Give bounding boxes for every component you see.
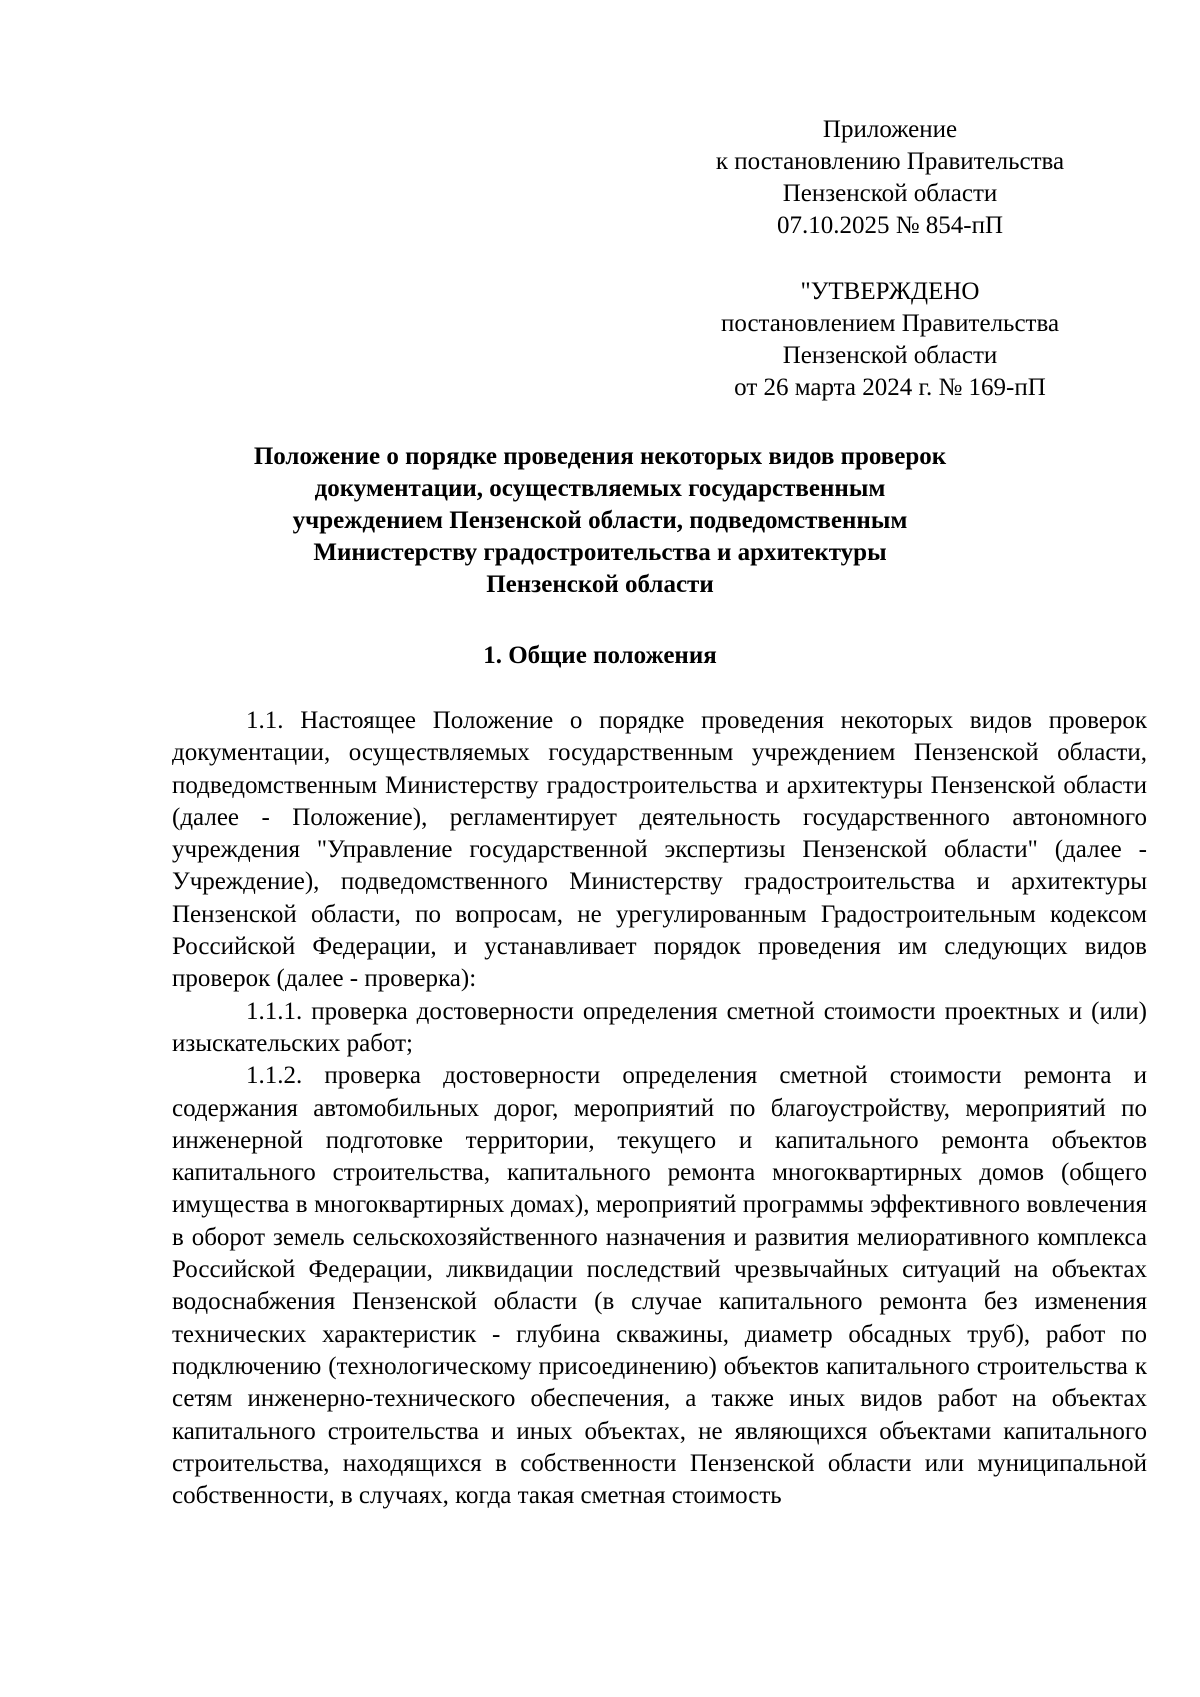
title-line: Пензенской области	[486, 571, 714, 598]
title-line: Министерству градостроительства и архитектуры	[313, 539, 887, 566]
annex-line: Приложение	[822, 116, 958, 143]
paragraph-1-1: 1.1. Настоящее Положение о порядке проведения некоторых видов проверок документации, осуществляемых государственным учреждением Пензенской области, подведомственным Министерству градостроительства и архитектуры Пензенской области (далее - Положение), регламентирует деятельность государственного автономного учреждения "Управление государственной экспертизы Пензенской области" (далее - Учреждение), подведомственного Министерству градостроительства и архитектуры Пензенской области, по вопросам, не урегулированным Градостроительным кодексом Российской Федерации, и устанавливает порядок проведения им следующих видов проверок (далее - проверка):	[172, 707, 1147, 993]
annex-line: к постановлению Правительства	[715, 148, 1065, 175]
title-line: документации, осуществляемых государственным	[314, 475, 886, 502]
document-title	[172, 441, 1028, 601]
paragraph-1-1-1: 1.1.1. проверка достоверности определения сметной стоимости проектных и (или) изыскательских работ;	[172, 997, 1147, 1057]
approval-stamp	[680, 276, 1100, 404]
approval-date-number: от 26 марта 2024 г. № 169-пП	[734, 374, 1046, 401]
section-heading: 1. Общие положения	[483, 642, 717, 669]
approval-line: Пензенской области	[782, 342, 998, 369]
title-line: Положение о порядке проведения некоторых видов проверок	[253, 443, 947, 470]
paragraph-1-1-2: 1.1.2. проверка достоверности определения сметной стоимости ремонта и содержания автомобильных дорог, мероприятий по благоустройству, мероприятий по инженерной подготовке территории, текущего и капитального ремонта объектов капитального строительства, капитального ремонта многоквартирных домов (общего имущества в многоквартирных домах), мероприятий программы эффективного вовлечения в оборот земель сельскохозяйственного назначения и развития мелиоративного комплекса Российской Федерации, ликвидации последствий чрезвычайных ситуаций на объектах водоснабжения Пензенской области (в случае капитального ремонта без изменения технических характеристик - глубина скважины, диаметр обсадных труб), работ по подключению (технологическому присоединению) объектов капитального строительства к сетям инженерно-технического обеспечения, а также иных видов работ на объектах капитального строительства и иных объектах, не являющихся объектами капитального строительства, находящихся в собственности Пензенской области или муниципальной собственности, в случаях, когда такая сметная стоимость	[172, 1062, 1147, 1510]
annex-header	[680, 114, 1100, 242]
approval-line: постановлением Правительства	[720, 310, 1060, 337]
document-body	[172, 705, 1147, 1512]
annex-date-number: 07.10.2025 № 854-пП	[776, 212, 1004, 239]
annex-line: Пензенской области	[782, 180, 998, 207]
title-line: учреждением Пензенской области, подведомственным	[292, 507, 908, 534]
approval-line: "УТВЕРЖДЕНО	[800, 278, 980, 305]
